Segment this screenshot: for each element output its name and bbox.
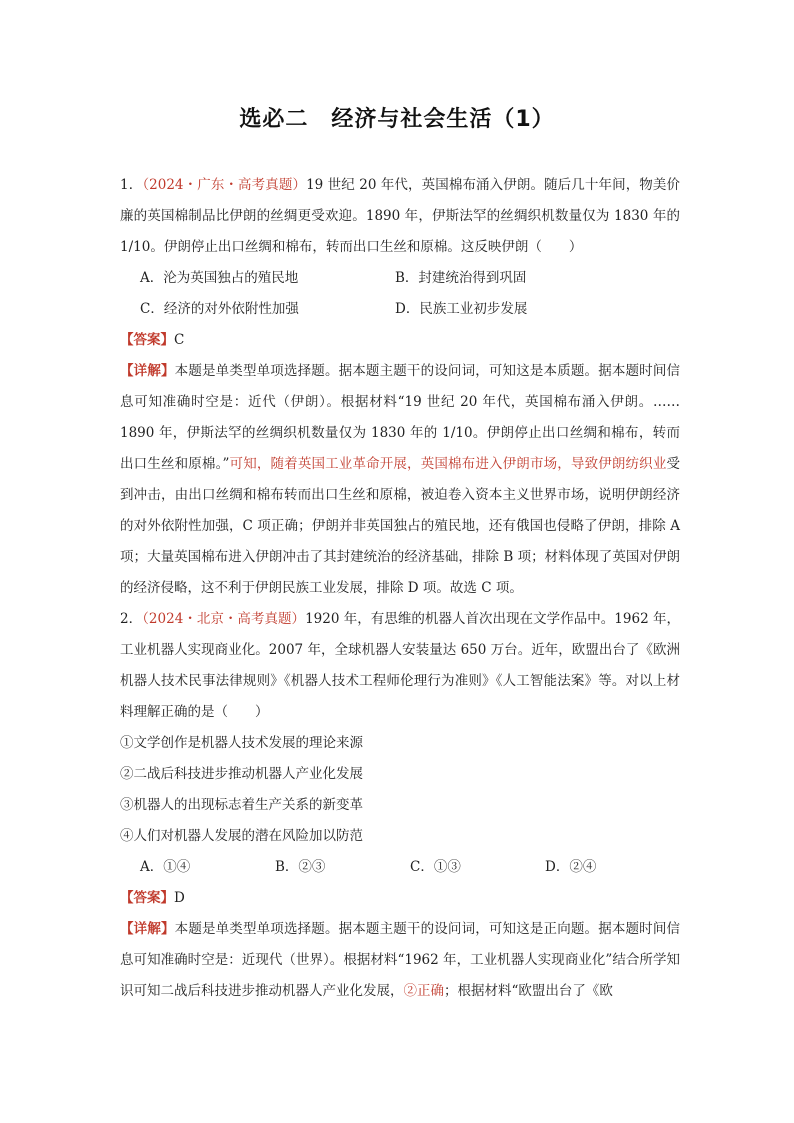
- option-d: D．民族工业初步发展: [395, 301, 528, 317]
- question-source: （2024・北京・高考真题）: [142, 611, 306, 627]
- statement-1: ①文学创作是机器人技术发展的理论来源: [120, 735, 363, 751]
- detail-text-cont: 受到冲击，由出口丝绸和棉布转而出口生丝和原棉，被迫卷入资本主义世界市场，说明伊朗经济的对外依附性加强，C 项正确；伊朗并非英国独占的殖民地，还有俄国也侵略了伊朗，排除 A 项；大量英国棉布进入伊朗冲击了其封建统治的经济基础，排除 B 项；材料体现了英国对伊朗的经济侵略，这不利于伊朗民族工业发展，排除 D 项。故选 C 项。: [120, 456, 680, 596]
- statement-3: ③机器人的出现标志着生产关系的新变革: [120, 797, 363, 813]
- option-c: C．①③: [410, 859, 461, 875]
- option-b: B．封建统治得到巩固: [395, 270, 527, 286]
- question-1-stem: [120, 170, 680, 263]
- detail-text: 本题是单类型单项选择题。据本题主题干的设问词，可知这是正向题。据本题时间信息可知准确时空是：近现代（世界）。根据材料“1962 年，工业机器人实现商业化”结合所学知识可知二战后科技进步推动机器人产业化发展，: [120, 921, 681, 999]
- question-2-answer: [120, 883, 680, 914]
- option-b: B．②③: [275, 859, 326, 875]
- question-text: 1920 年，有思维的机器人首次出现在文学作品中。1962 年，工业机器人实现商业化。2007 年，全球机器人安装量达 650 万台。近年，欧盟出台了《欧洲机器人技术民事法律规则》《机器人技术工程师伦理行为准则》《人工智能法案》等。对以上材料理解正确的是（ ）: [120, 611, 681, 720]
- detail-tag: 【详解】: [120, 921, 175, 937]
- answer-tag: 【答案】: [120, 890, 174, 906]
- detail-highlight: ②正确: [403, 983, 444, 999]
- option-d: D．②④: [545, 859, 597, 875]
- question-source: （2024・广东・高考真题）: [142, 177, 307, 193]
- detail-text-cont: ；根据材料“欧盟出台了《欧: [444, 983, 613, 999]
- question-2-stem: [120, 604, 680, 728]
- question-1-detail: [120, 356, 680, 604]
- detail-highlight: 可知，随着英国工业革命开展，英国棉布进入伊朗市场，导致伊朗纺织业: [229, 456, 667, 472]
- page-title: 选必二 经济与社会生活（1）: [239, 107, 555, 132]
- option-a: A．①④: [140, 859, 191, 875]
- question-2-options: [120, 852, 680, 883]
- statement-4: ④人们对机器人发展的潜在风险加以防范: [120, 828, 363, 844]
- question-number: 1．: [120, 177, 143, 193]
- answer-value: D: [174, 890, 185, 906]
- question-1-answer: [120, 325, 680, 356]
- answer-value: C: [174, 332, 185, 348]
- question-1-options-row-1: [120, 263, 680, 294]
- question-text: 19 世纪 20 年代，英国棉布涌入伊朗。随后几十年间，物美价廉的英国棉制品比伊朗的丝绸更受欢迎。1890 年，伊斯法罕的丝绸织机数量仅为 1830 年的 1/10。伊朗停止出口丝绸和棉布，转而出口生丝和原棉。这反映伊朗（ ）: [120, 177, 681, 255]
- statement-2: ②二战后科技进步推动机器人产业化发展: [120, 766, 363, 782]
- answer-tag: 【答案】: [120, 332, 174, 348]
- option-a: A．沦为英国独占的殖民地: [140, 270, 299, 286]
- question-number: 2．: [120, 611, 143, 627]
- content-body: [120, 170, 680, 1007]
- option-c: C．经济的对外依附性加强: [140, 301, 299, 317]
- detail-text: 本题是单类型单项选择题。据本题主题干的设问词，可知这是本质题。据本题时间信息可知准确时空是：近代（伊朗）。根据材料“19 世纪 20 年代，英国棉布涌入伊朗。……1890 年，伊斯法罕的丝绸织机数量仅为 1830 年的 1/10。伊朗停止出口丝绸和棉布，转而出口生丝和原棉。”: [120, 363, 681, 472]
- question-1-options-row-2: [120, 294, 680, 325]
- detail-tag: 【详解】: [120, 363, 175, 379]
- question-2-detail: [120, 914, 680, 1007]
